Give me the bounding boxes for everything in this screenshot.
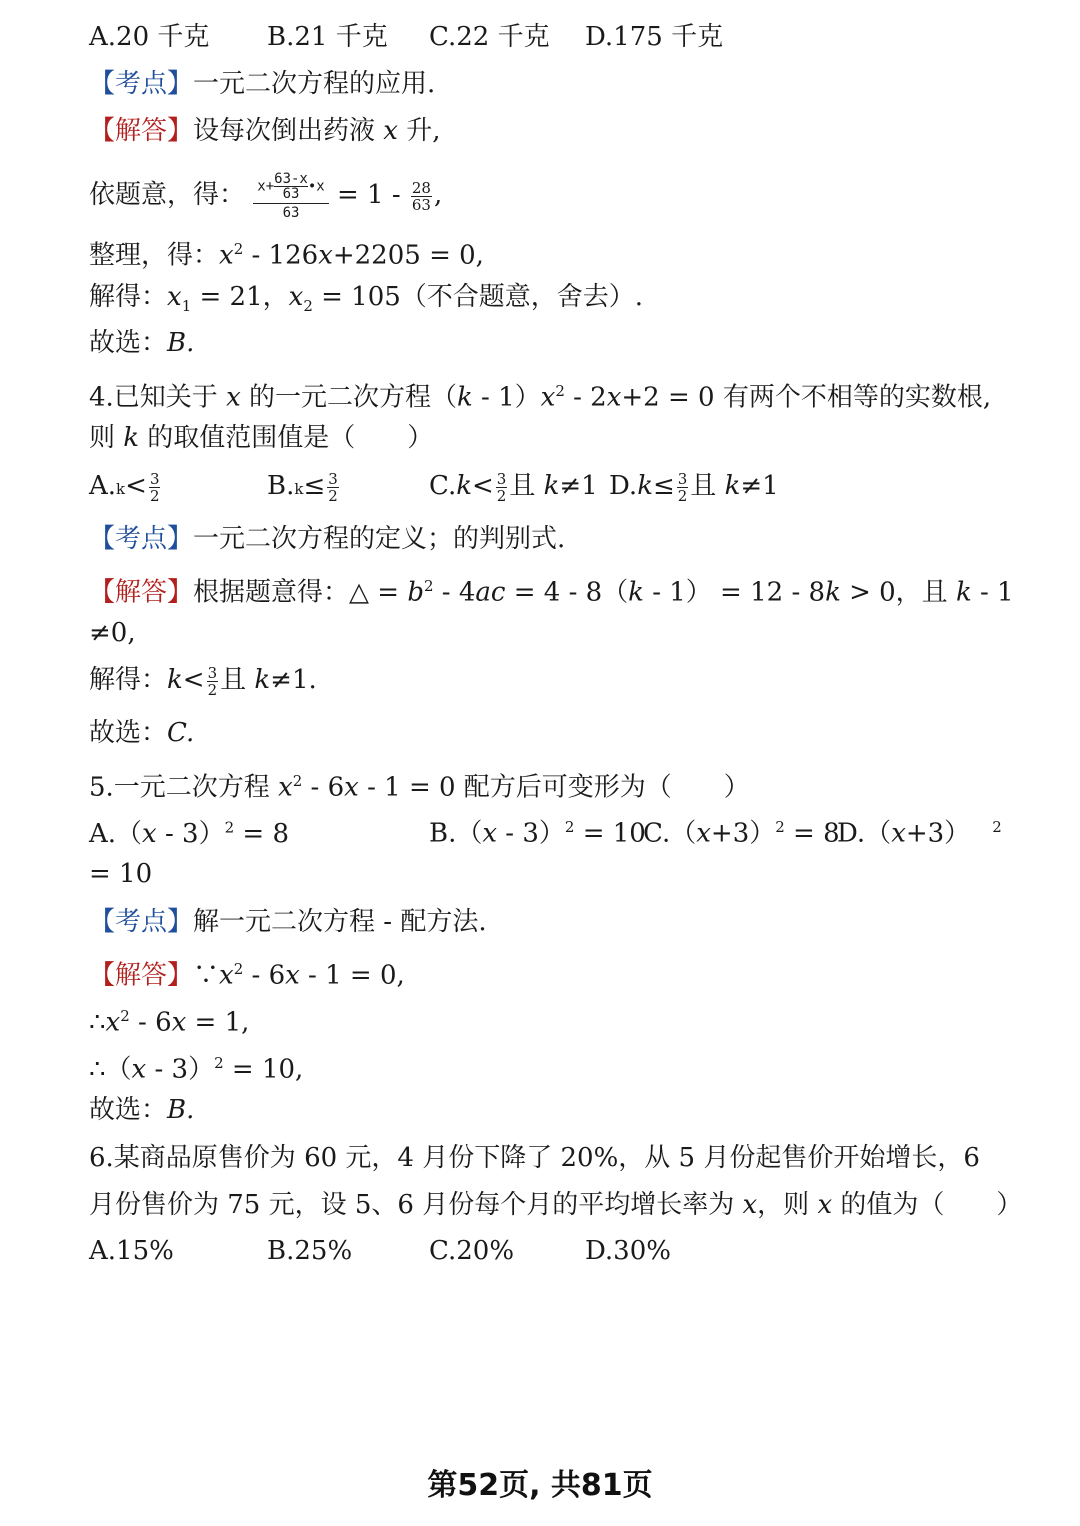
q4-jiede: 解得：k< $\frac{3}{2}$ 且 k≠1. <box>89 663 317 699</box>
q4-option-d: D.k≤ $\frac{3}{2}$ 且 k≠1 <box>609 469 779 505</box>
q3-options-row <box>89 20 724 54</box>
q3-jiede: 解得：$x_1 = 21$，$x_2 = 105$（不合题意，舍去）. <box>89 282 644 316</box>
q3-guxuan: 故选：B. <box>89 328 195 358</box>
q5-option-b: B.（x - 3）$^2$ = 10 <box>429 818 646 849</box>
q5-jieda: 【解答】$\because x^2 - 6x - 1 = 0$, <box>89 960 405 991</box>
q4-stem-line1: 4.已知关于 x 的一元二次方程$(k - 1)x^2 - 2x+2 = 0$ 有两个不相等的实数根, <box>89 382 992 413</box>
q4-option-b: B.k≤ $\frac{3}{2}$ <box>267 469 338 505</box>
big-fraction: x+ $\frac{63-x}{63}$ •x 63 <box>253 172 328 221</box>
q6-options-row <box>89 1234 671 1268</box>
q6-option-d: D.30% <box>585 1236 671 1266</box>
q3-option-a: A.20 千克 <box>89 22 210 52</box>
q5-kaodian: 【考点】解一元二次方程 - 配方法. <box>89 907 487 937</box>
q5-option-c: $C.(x+3)^2 = 8$ <box>643 818 840 849</box>
q6-option-c: C.20% <box>429 1236 515 1266</box>
q4-stem-line2: 则 k 的取值范围值是（ ） <box>89 423 434 453</box>
q5-option-d: D.（x+3） $^2$ <box>837 818 1002 849</box>
q4-option-c: C.k< $\frac{3}{2}$ 且 k≠1 <box>429 469 598 505</box>
q6-stem-line2: 月份售价为 75 元，设 5、6 月份每个月的平均增长率为 x，则 x 的值为（ ） <box>89 1190 1023 1220</box>
q4-guxuan: 故选：C. <box>89 718 195 748</box>
q5-step3: ∴（x - 3）$^2$ = 10, <box>89 1054 304 1085</box>
q5-step2: $\therefore x^2 - 6x = 1$, <box>89 1007 250 1038</box>
fraction: $\frac{28}{63}$ <box>411 178 431 214</box>
q4-options-row <box>89 466 779 509</box>
q5-option-a: A.（x - 3）$^2$ = 8 <box>89 818 289 849</box>
q4-jieda: 【解答】根据题意得：△ = $b^2 - 4ac = 4 - 8(k - 1) = 12 - 8k > 0$，且 k - 1 <box>89 577 1014 608</box>
q3-equation: 依题意，得： x+ $\frac{63-x}{63}$ •x 63 = 1 - $\frac{28}{63}$ , <box>89 170 443 221</box>
jieda-tag: 【解答】 <box>89 116 194 146</box>
q3-zhengli: 整理，得：$x^2 - 126x+2205 = 0$, <box>89 240 484 271</box>
q3-option-b: B.21 千克 <box>267 22 388 52</box>
q5-stem: 5.一元二次方程 $x^2 - 6x - 1 = 0$ 配方后可变形为（ ） <box>89 772 750 803</box>
q6-option-a: A.15% <box>89 1236 174 1266</box>
q5-options-row <box>89 810 1002 851</box>
q6-stem-line1: 6.某商品原售价为 60 元，4 月份下降了 20%，从 5 月份起售价开始增长，6 <box>89 1143 980 1173</box>
q6-option-b: B.25% <box>267 1236 353 1266</box>
page-footer: 第52页, 共81页 <box>427 1468 653 1503</box>
q3-kaodian: 【考点】一元二次方程的应用. <box>89 69 436 99</box>
q5-options-cont: = 10 <box>89 859 153 889</box>
q4-kaodian: 【考点】一元二次方程的定义；的判别式. <box>89 524 566 554</box>
q3-option-c: C.22 千克 <box>429 22 550 52</box>
q4-jieda-cont: ≠0, <box>89 618 136 648</box>
q3-jieda: 【解答】设每次倒出药液 x 升, <box>89 116 441 146</box>
kaodian-tag: 【考点】 <box>89 69 194 99</box>
q5-guxuan: 故选：B. <box>89 1095 195 1125</box>
q4-option-a: A.k< $\frac{3}{2}$ <box>89 469 160 505</box>
q3-option-d: D.175 千克 <box>585 22 724 52</box>
